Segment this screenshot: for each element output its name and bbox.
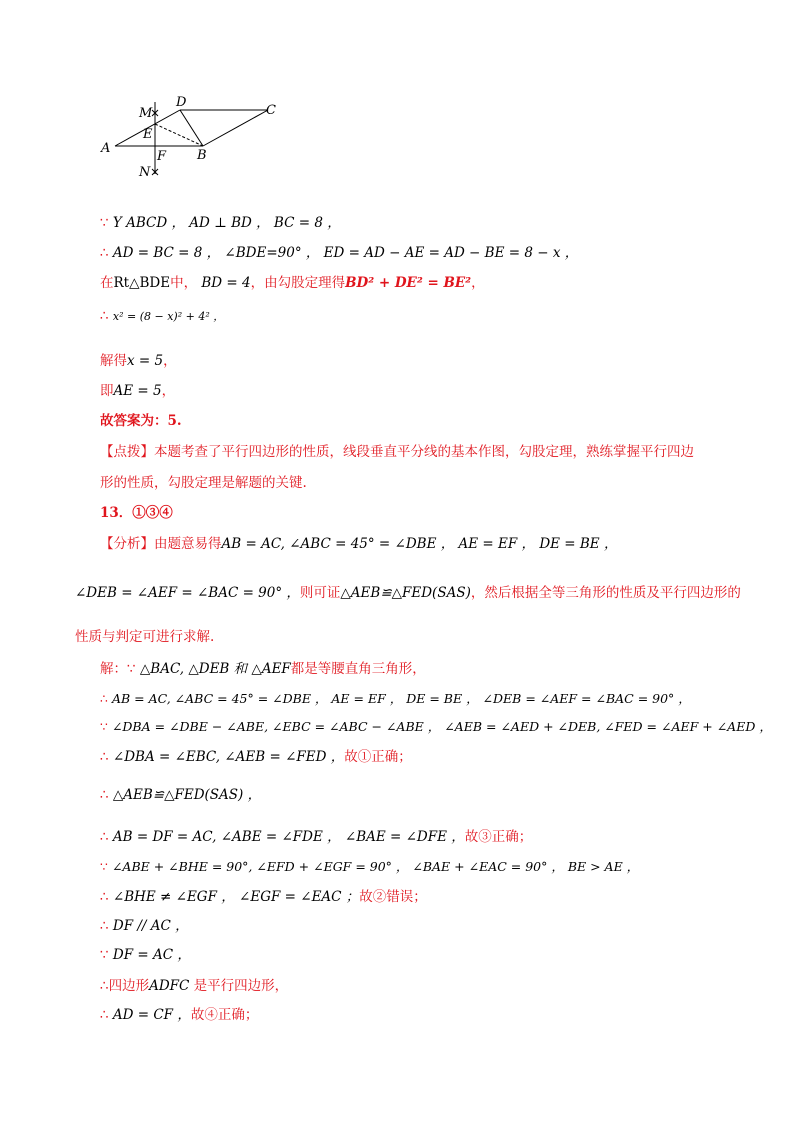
given-statement: Y ABCD ， AD ⊥ BD ， BC = 8 ， <box>112 215 341 231</box>
mid-text: 中， <box>170 275 198 291</box>
end-text: ， <box>161 383 176 399</box>
solution-13-line-4 <box>100 748 800 766</box>
conclusion: 故③正确； <box>464 829 533 845</box>
triangles: △BAC, △DEB 和 △AEF <box>139 661 291 677</box>
therefore-symbol: ∴ <box>100 245 109 261</box>
because-symbol: ∵ <box>100 215 109 231</box>
congruence-statement: △AEB≌△FED(SAS) <box>340 585 471 601</box>
solution-line-2 <box>100 244 800 262</box>
statement: AD = CF ， <box>112 1007 191 1023</box>
end-text: 都是等腰直角三角形， <box>290 661 426 677</box>
analysis-line-1 <box>100 535 800 553</box>
therefore-symbol: ∴ <box>100 978 109 994</box>
pythagorean-text: ，由勾股定理得 <box>250 275 346 291</box>
therefore-symbol: ∴ <box>100 918 109 934</box>
proof-text: 则可证 <box>299 585 341 601</box>
conclusion: 故②错误； <box>359 889 427 905</box>
solution-line-4 <box>100 307 800 326</box>
solution-13-line-7 <box>100 858 800 876</box>
because-symbol: ∵ <box>127 661 136 677</box>
end-text: ， <box>471 275 485 291</box>
angle-statement: ∠DEB = ∠AEF = ∠BAC = 90° ， <box>75 585 300 601</box>
derived-statement: AD = BC = 8 ， ∠BDE=90° ， ED = AD − AE = AD − BE = 8 − x ， <box>112 245 579 261</box>
solution-13-line-10 <box>100 946 800 964</box>
analysis-line-3: 性质与判定可进行求解. <box>75 629 215 645</box>
prefix-text: 解得 <box>100 353 127 369</box>
solution-13-line-8 <box>100 888 800 906</box>
solution-13-line-9 <box>100 917 800 935</box>
bd-value: BD = 4 <box>201 275 251 291</box>
statement: AB = AC, ∠ABC = 45° = ∠DBE ， AE = EF ， DE = BE ， ∠DEB = ∠AEF = ∠BAC = 90° ， <box>111 691 691 706</box>
statement: ∠ABE + ∠BHE = 90°, ∠EFD + ∠EGF = 90° ， ∠BAE + ∠EAC = 90° ， BE > AE ， <box>111 859 640 874</box>
segment-BC <box>203 110 268 146</box>
label-M: M <box>139 106 153 121</box>
statement: ∠DBA = ∠EBC, ∠AEB = ∠FED ， <box>112 749 345 765</box>
prefix-text: 四边形 <box>108 978 150 994</box>
equation: x² = (8 − x)² + 4² ， <box>112 310 225 323</box>
solution-value: x = 5 <box>127 353 164 369</box>
solution-prefix: 解： <box>100 661 127 677</box>
congruence: △AEB≌△FED(SAS) ， <box>112 787 262 803</box>
geometry-figure <box>95 92 295 192</box>
prefix-text: 即 <box>100 383 114 399</box>
conclusion: 故①正确； <box>344 749 412 765</box>
analysis-prefix: 【分析】由题意易得 <box>100 536 222 552</box>
quadrilateral: ADFC <box>149 978 190 994</box>
because-symbol: ∵ <box>100 859 108 874</box>
statement: ∠BHE ≠ ∠EGF ， ∠EGF = ∠EAC ； <box>112 889 360 905</box>
label-B: B <box>197 148 207 163</box>
statement: DF = AC ， <box>112 947 191 963</box>
label-E: E <box>143 127 153 142</box>
statement: AB = DF = AC, ∠ABE = ∠FDE ， ∠BAE = ∠DFE ， <box>112 829 465 845</box>
solution-line-5 <box>100 352 800 370</box>
label-A: A <box>101 141 111 156</box>
solution-13-line-2 <box>100 690 800 708</box>
because-symbol: ∵ <box>100 719 108 734</box>
question-13-answer: 13．①③④ <box>100 505 173 521</box>
conclusion: 故④正确； <box>190 1007 259 1023</box>
conclusion: 是平行四边形， <box>193 978 289 994</box>
therefore-symbol: ∴ <box>100 308 109 324</box>
label-D: D <box>176 95 187 110</box>
solution-13-line-12 <box>100 1006 800 1024</box>
solution-13-line-3 <box>100 718 800 736</box>
prefix-text: 在 <box>100 275 114 291</box>
solution-line-3 <box>100 274 800 292</box>
therefore-symbol: ∴ <box>100 787 109 803</box>
end-text: ，然后根据全等三角形的性质及平行四边形的 <box>470 585 741 601</box>
therefore-symbol: ∴ <box>100 1007 109 1023</box>
end-text: ， <box>163 353 177 369</box>
statement: ∠DBA = ∠DBE − ∠ABE, ∠EBC = ∠ABC − ∠ABE ， ∠AEB = ∠AED + ∠DEB, ∠FED = ∠AEF + ∠AED ， <box>111 719 772 734</box>
statement: DF // AC ， <box>112 918 189 934</box>
therefore-symbol: ∴ <box>100 889 109 905</box>
therefore-symbol: ∴ <box>100 829 109 845</box>
solution-13-line-1 <box>100 660 800 678</box>
triangle-name: Rt△BDE <box>113 275 171 291</box>
therefore-symbol: ∴ <box>100 691 108 706</box>
label-F: F <box>157 149 167 164</box>
solution-line-1 <box>100 214 800 232</box>
solution-13-line-6 <box>100 828 800 846</box>
solution-13-line-5 <box>100 786 800 804</box>
analysis-line-2 <box>75 584 800 602</box>
therefore-symbol: ∴ <box>100 749 109 765</box>
ae-value: AE = 5 <box>113 383 162 399</box>
analysis-statement: AB = AC, ∠ABC = 45° = ∠DBE ， AE = EF ， DE = BE ， <box>221 536 618 552</box>
pythagorean-equation: BD² + DE² = BE² <box>345 275 472 291</box>
solution-13-line-11 <box>100 977 800 995</box>
answer-line: 故答案为：5. <box>100 413 182 429</box>
because-symbol: ∵ <box>100 947 109 963</box>
solution-line-6 <box>100 382 800 400</box>
tip-line-1: 【点拨】本题考查了平行四边形的性质，线段垂直平分线的基本作图，勾股定理，熟练掌握平行四边 <box>100 444 694 460</box>
label-N: N <box>139 165 151 180</box>
tip-line-2: 形的性质，勾股定理是解题的关键. <box>100 475 307 491</box>
label-C: C <box>266 103 276 118</box>
